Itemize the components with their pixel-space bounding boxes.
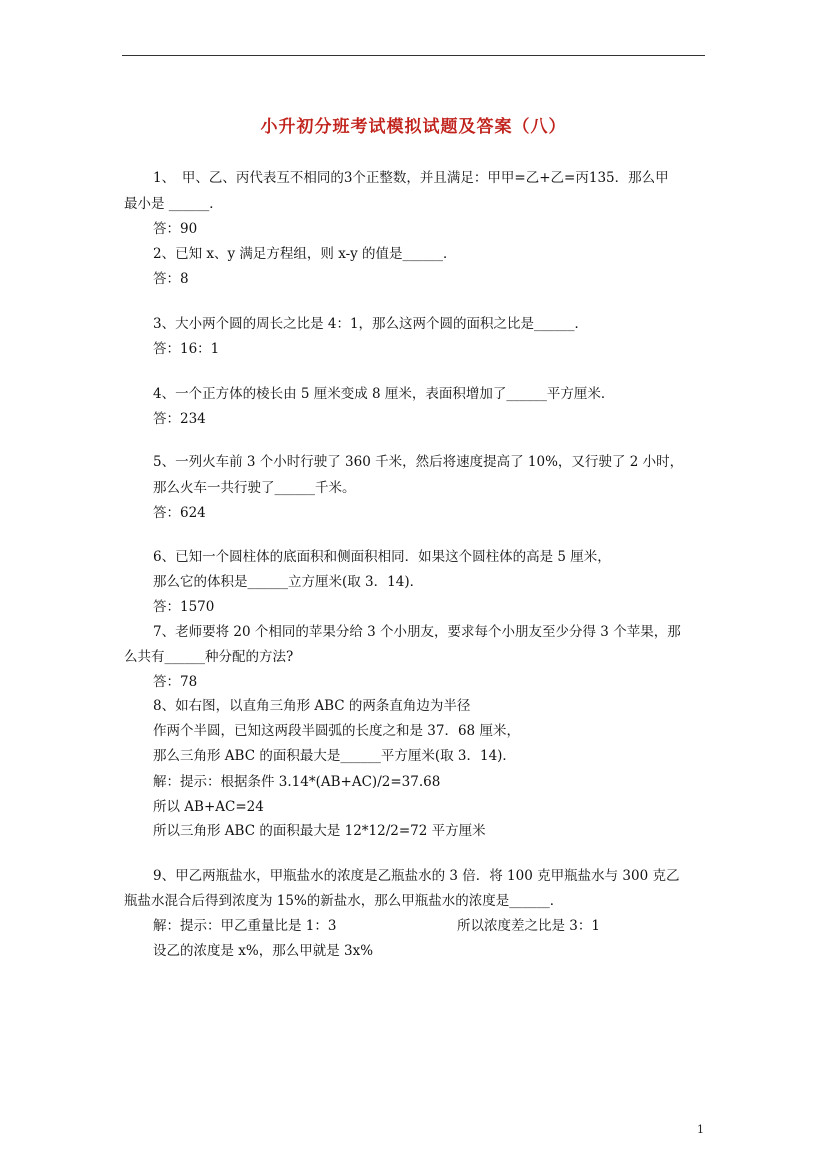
- answer-2: 答：8: [153, 271, 189, 287]
- header-rule: [122, 55, 705, 56]
- question-7-line-1: 7、老师要将 20 个相同的苹果分给 3 个小朋友，要求每个小朋友至少分得 3 个苹果，那: [153, 624, 681, 640]
- question-1-line-1: 1、 甲、乙、丙代表互不相同的3个正整数，并且满足：甲甲=乙+乙=丙135．那么甲: [153, 170, 669, 186]
- question-8-line-2: 作两个半圆，已知这两段半圆弧的长度之和是 37．68 厘米，: [153, 723, 520, 739]
- question-6-line-2: 那么它的体积是______立方厘米(取 3．14)．: [153, 574, 424, 590]
- solution-8-line-2: 所以 AB+AC=24: [153, 799, 264, 815]
- answer-1: 答：90: [153, 221, 198, 237]
- page-number: 1: [697, 1123, 704, 1136]
- question-3-line-1: 3、大小两个圆的周长之比是 4：1，那么这两个圆的面积之比是______．: [153, 316, 589, 332]
- answer-7: 答：78: [153, 674, 198, 690]
- solution-8-line-3: 所以三角形 ABC 的面积最大是 12*12/2=72 平方厘米: [153, 823, 486, 839]
- answer-4: 答：234: [153, 411, 206, 427]
- question-6-line-1: 6、已知一个圆柱体的底面积和侧面积相同．如果这个圆柱体的高是 5 厘米，: [153, 549, 611, 565]
- question-4-line-1: 4、一个正方体的棱长由 5 厘米变成 8 厘米，表面积增加了______平方厘米．: [153, 386, 615, 402]
- answer-6: 答：1570: [153, 599, 215, 615]
- question-9-line-1: 9、甲乙两瓶盐水，甲瓶盐水的浓度是乙瓶盐水的 3 倍．将 100 克甲瓶盐水与 300 克乙: [153, 868, 680, 884]
- answer-5: 答：624: [153, 505, 206, 521]
- question-8-line-3: 那么三角形 ABC 的面积最大是______平方厘米(取 3．14)．: [153, 748, 516, 764]
- question-9-line-2: 瓶盐水混合后得到浓度为 15%的新盐水，那么甲瓶盐水的浓度是______．: [124, 893, 564, 909]
- page-title: 小升初分班考试模拟试题及答案（八）: [260, 117, 567, 137]
- question-8-line-1: 8、如右图，以直角三角形 ABC 的两条直角边为半径: [153, 698, 471, 714]
- question-1-line-2: 最小是 ______．: [124, 196, 223, 212]
- solution-9-line-2: 设乙的浓度是 x%，那么甲就是 3x%: [153, 943, 374, 959]
- solution-9-line-1-right: 所以浓度差之比是 3：1: [457, 918, 600, 934]
- solution-8-line-1: 解：提示：根据条件 3.14*(AB+AC)/2=37.68: [153, 774, 441, 790]
- solution-9-line-1-left: 解：提示：甲乙重量比是 1：3: [153, 918, 337, 934]
- question-5-line-2: 那么火车一共行驶了______千米。: [153, 480, 356, 496]
- question-7-line-2: 么共有______种分配的方法?: [124, 649, 294, 665]
- answer-3: 答：16：1: [153, 341, 220, 357]
- question-5-line-1: 5、一列火车前 3 个小时行驶了 360 千米，然后将速度提高了 10%，又行驶了 2 小时，: [153, 454, 684, 470]
- question-2-line-1: 2、已知 x、y 满足方程组，则 x-y 的值是______．: [153, 246, 457, 262]
